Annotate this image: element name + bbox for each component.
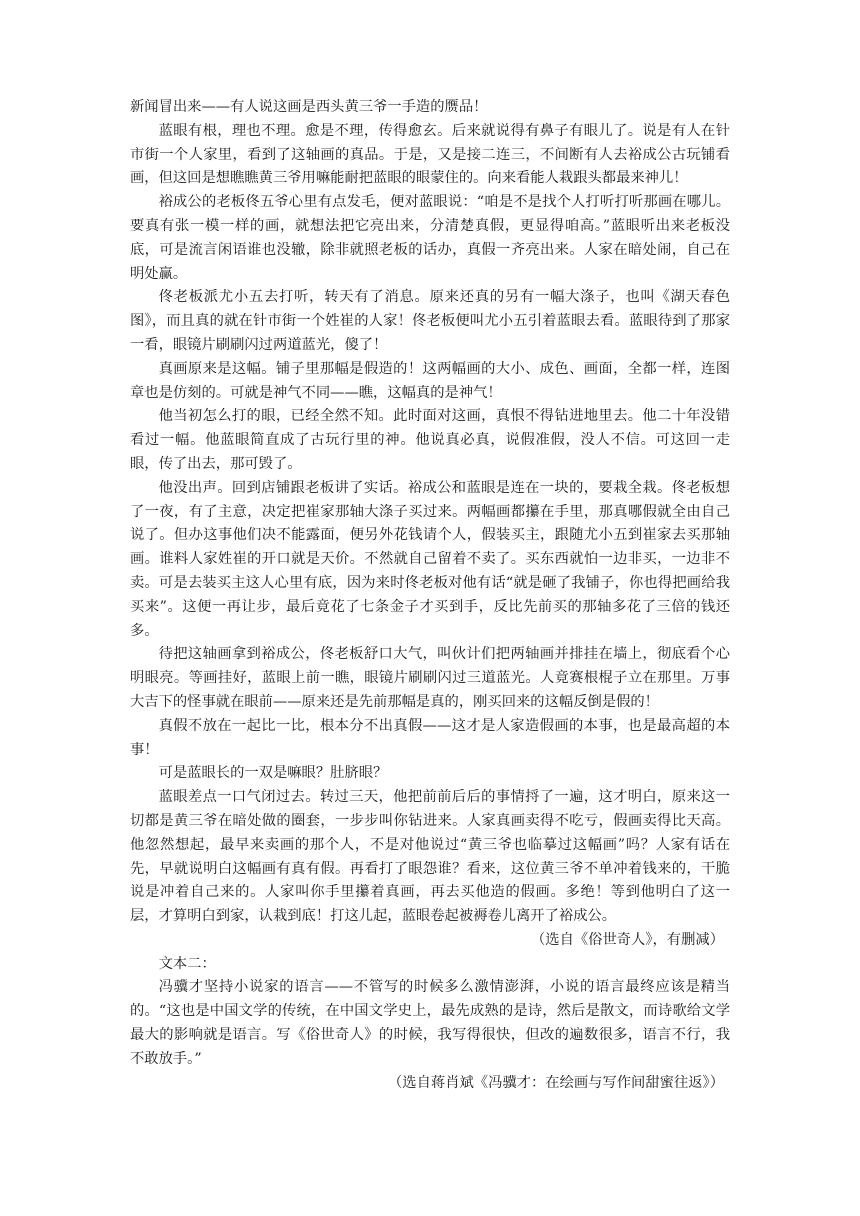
source-citation: （选自《俗世奇人》，有删减） xyxy=(530,931,724,948)
paragraph: 他没出声。回到店铺跟老板讲了实话。裕成公和蓝眼是连在一块的，要栽全栽。佟老板想了一夜，有了主意，决定把崔家那轴大涤子买过来。两幅画都攥在手里，那真哪假就全由自己说了。但办这事他们决不能露面，便另外花钱请个人，假装买主，跟随尤小五到崔家去买那轴画。谁料人家姓崔的开口就是天价。不然就自己留着不卖了。买东西就怕一边非买，一边非不卖。可是去装买主这人心里有底，因为来时佟老板对他有话“就是砸了我铺子，你也得把画给我买来”。这便一再让步，最后竟花了七条金子才买到手，反比先前买的那轴多花了三倍的钱还多。 xyxy=(130,479,730,639)
paragraph: 待把这轴画拿到裕成公，佟老板舒口大气，叫伙计们把两轴画并排挂在墙上，彻底看个心明眼亮。等画挂好，蓝眼上前一瞧，眼镜片刷刷闪过三道蓝光。人竟赛根棍子立在那里。万事大吉下的怪事就在眼前——原来还是先前那幅是真的，刚买回来的这幅反倒是假的！ xyxy=(130,646,730,710)
paragraph-continuation: 新闻冒出来——有人说这画是西头黄三爷一手造的赝品！ xyxy=(130,99,488,115)
paragraph: 他当初怎么打的眼，已经全然不知。此时面对这画，真恨不得钻进地里去。他二十年没错看过一幅。他蓝眼简直成了古玩行里的神。他说真必真，说假准假，没人不信。可这回一走眼，传了出去，那可毁了。 xyxy=(130,408,730,472)
source-citation: （选自蒋肖斌《冯骥才：在绘画与写作间甜蜜往返》） xyxy=(388,1074,724,1091)
paragraph: 蓝眼有根，理也不理。愈是不理，传得愈玄。后来就说得有鼻子有眼儿了。说是有人在针市街一个人家里，看到了这轴画的真品。于是，又是接二连三，不间断有人去裕成公古玩铺看画，但这回是想瞧瞧黄三爷用嘛能耐把蓝眼的眼蒙住的。向来看能人栽跟头都最来神儿！ xyxy=(130,122,730,187)
paragraph: 佟老板派尤小五去打听，转天有了消息。原来还真的另有一幅大涤子，也叫《湖天春色图》，而且真的就在针市街一个姓崔的人家！佟老板便叫尤小五引着蓝眼去看。蓝眼待到了那家一看，眼镜片刷刷闪过两道蓝光，傻了！ xyxy=(130,289,730,353)
document-body xyxy=(130,96,730,1095)
paragraph: 蓝眼差点一口气闭过去。转过三天，他把前前后后的事情捋了一遍，这才明白，原来这一切都是黄三爷在暗处做的圈套，一步步叫你钻进来。人家真画卖得不吃亏，假画卖得比天高。他忽然想起，最早来卖画的那个人，不是对他说过“黄三爷也临摹过这幅画”吗？人家有话在先，早就说明白这幅画有真有假。再看打了眼怨谁？看来，这位黄三爷不单冲着钱来的，干脆说是冲着自己来的。人家叫你手里攥着真画，再去买他造的假画。多绝！等到他明白了这一层，才算明白到家，认栽到底！打这儿起，蓝眼卷起被褥卷儿离开了裕成公。 xyxy=(130,789,730,925)
paragraph: 冯骥才坚持小说家的语言——不管写的时候多么激情澎湃，小说的语言最终应该是精当的。“这也是中国文学的传统，在中国文学史上，最先成熟的是诗，然后是散文，而诗歌给文学最大的影响就是语言。写《俗世奇人》的时候，我写得很快，但改的遍数很多，语言不行，我不敢放手。” xyxy=(130,979,730,1067)
paragraph: 可是蓝眼长的一双是嘛眼？肚脐眼？ xyxy=(158,765,388,782)
paragraph: 裕成公的老板佟五爷心里有点发毛，便对蓝眼说：“咱是不是找个人打听打听那画在哪儿。要真有张一模一样的画，就想法把它亮出来，分清楚真假，更显得咱高。”蓝眼听出来老板没底，可是流言闲语谁也没辙，除非就照老板的话办，真假一齐亮出来。人家在暗处闹，自己在明处赢。 xyxy=(130,194,730,282)
paragraph: 真画原来是这幅。铺子里那幅是假造的！这两幅画的大小、成色、画面，全都一样，连图章也是仿刻的。可就是神气不同——瞧，这幅真的是神气！ xyxy=(130,360,730,401)
section-label: 文本二： xyxy=(158,955,216,972)
paragraph: 真假不放在一起比一比，根本分不出真假——这才是人家造假画的本事，也是最高超的本事！ xyxy=(130,717,730,758)
